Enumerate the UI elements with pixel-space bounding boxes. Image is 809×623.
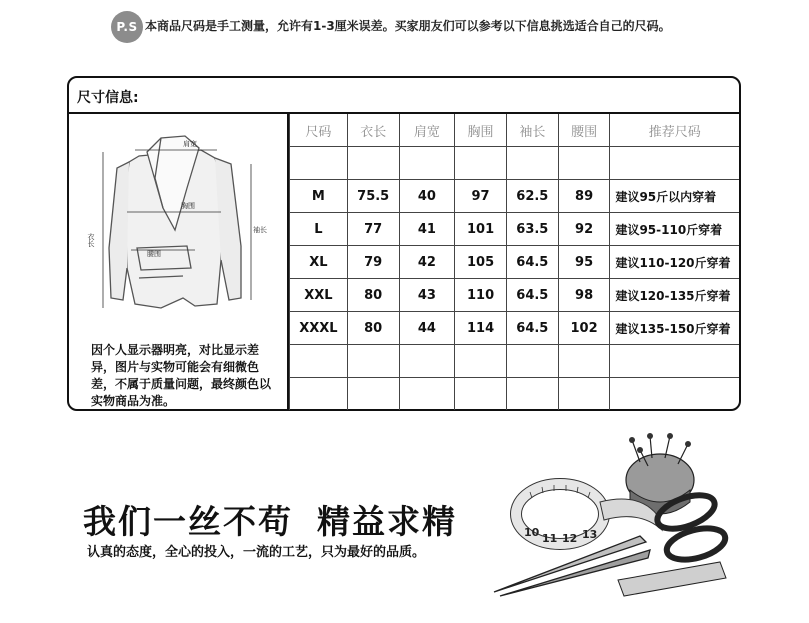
measurement-cell: 64.5 <box>506 279 558 312</box>
tape-number: 10 <box>524 526 540 539</box>
size-info-card <box>67 76 741 411</box>
measurement-cell <box>558 345 610 378</box>
recommendation-cell: 建议120-135斤穿着 <box>610 279 739 312</box>
recommendation-cell: 建议95-110斤穿着 <box>610 213 739 246</box>
tailor-chalk-icon <box>618 562 726 596</box>
ps-note: 本商品尺码是手工测量，允许有1-3厘米误差。买家朋友们可以参考以下信息挑选适合自己的尺码。 <box>145 19 671 33</box>
size-cell <box>290 378 348 411</box>
measurement-cell <box>506 345 558 378</box>
measurement-cell: 64.5 <box>506 312 558 345</box>
size-cell: M <box>290 180 348 213</box>
measurement-cell <box>347 345 399 378</box>
header-cell: 尺码 <box>290 114 348 147</box>
measurement-cell: 92 <box>558 213 610 246</box>
chest-label: 胸围 <box>181 202 195 210</box>
size-cell <box>290 147 348 180</box>
size-table-header <box>290 114 740 147</box>
measurement-cell <box>455 378 507 411</box>
measurement-cell <box>506 378 558 411</box>
size-row <box>290 279 740 312</box>
measurement-cell: 75.5 <box>347 180 399 213</box>
size-row <box>290 312 740 345</box>
header-cell: 肩宽 <box>399 114 455 147</box>
measurement-cell <box>399 147 455 180</box>
measurement-cell <box>399 345 455 378</box>
measurement-cell: 43 <box>399 279 455 312</box>
subslogan: 认真的态度，全心的投入，一流的工艺，只为最好的品质。 <box>87 545 426 560</box>
size-row <box>290 147 740 180</box>
measurement-cell: 44 <box>399 312 455 345</box>
recommendation-cell: 建议95斤以内穿着 <box>610 180 739 213</box>
measurement-cell <box>455 345 507 378</box>
slogan-part2: 精益求精 <box>317 502 457 541</box>
recommendation-cell <box>610 378 739 411</box>
sleeve-label: 袖长 <box>253 226 267 234</box>
measurement-cell <box>399 378 455 411</box>
header-cell: 推荐尺码 <box>610 114 739 147</box>
slogan-part1: 我们一丝不苟 <box>83 502 293 541</box>
size-row <box>290 345 740 378</box>
measurement-cell: 95 <box>558 246 610 279</box>
size-cell: XXL <box>290 279 348 312</box>
measurement-cell: 101 <box>455 213 507 246</box>
tape-number: 12 <box>562 532 578 545</box>
length-label: 衣长 <box>87 233 95 247</box>
size-table <box>289 114 739 410</box>
measurement-cell: 62.5 <box>506 180 558 213</box>
measurement-cell: 89 <box>558 180 610 213</box>
tape-number: 13 <box>582 528 598 541</box>
tape-number: 11 <box>542 532 558 545</box>
jacket-sketch <box>87 128 271 324</box>
recommendation-cell: 建议110-120斤穿着 <box>610 246 739 279</box>
size-cell: L <box>290 213 348 246</box>
measurement-cell <box>455 147 507 180</box>
size-cell <box>290 345 348 378</box>
measurement-cell: 42 <box>399 246 455 279</box>
size-row <box>290 180 740 213</box>
measurement-cell: 79 <box>347 246 399 279</box>
size-row <box>290 246 740 279</box>
size-cell: XL <box>290 246 348 279</box>
measurement-cell: 105 <box>455 246 507 279</box>
measurement-cell <box>558 147 610 180</box>
color-disclaimer: 因个人显示器明亮，对比显示差异，图片与实物可能会有细微色差，不属于质量问题，最终颜色以实物商品为准。 <box>91 343 272 408</box>
header-cell: 衣长 <box>347 114 399 147</box>
header-cell: 腰围 <box>558 114 610 147</box>
measurement-cell: 40 <box>399 180 455 213</box>
measurement-cell: 102 <box>558 312 610 345</box>
card-title: 尺寸信息: <box>77 90 139 106</box>
measurement-cell: 64.5 <box>506 246 558 279</box>
recommendation-cell <box>610 345 739 378</box>
size-cell: XXXL <box>290 312 348 345</box>
measurement-cell: 80 <box>347 279 399 312</box>
recommendation-cell: 建议135-150斤穿着 <box>610 312 739 345</box>
measurement-cell: 98 <box>558 279 610 312</box>
measurement-cell: 97 <box>455 180 507 213</box>
measurement-cell: 41 <box>399 213 455 246</box>
tailor-tools-illustration <box>490 432 730 602</box>
measurement-cell <box>558 378 610 411</box>
waist-label: 腰围 <box>147 250 161 258</box>
measurement-cell: 80 <box>347 312 399 345</box>
measurement-cell: 114 <box>455 312 507 345</box>
slogan <box>83 496 457 543</box>
measurement-cell: 110 <box>455 279 507 312</box>
measurement-cell <box>347 147 399 180</box>
ps-badge: P.S <box>111 11 143 43</box>
garment-panel <box>69 114 289 409</box>
shoulder-label: 肩宽 <box>183 140 197 148</box>
measurement-cell: 77 <box>347 213 399 246</box>
size-row <box>290 213 740 246</box>
header-cell: 胸围 <box>455 114 507 147</box>
measurement-cell <box>347 378 399 411</box>
measurement-cell: 63.5 <box>506 213 558 246</box>
recommendation-cell <box>610 147 739 180</box>
size-row <box>290 378 740 411</box>
header-cell: 袖长 <box>506 114 558 147</box>
measurement-cell <box>506 147 558 180</box>
